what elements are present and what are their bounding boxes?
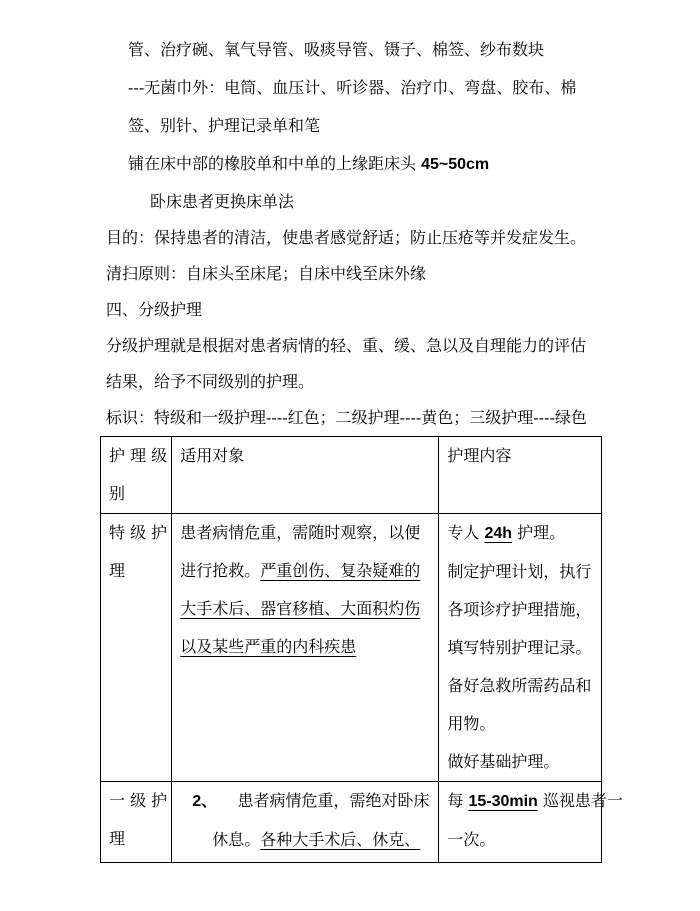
first-target-cell: 2、 患者病情危重，需绝对卧床 休息。各种大手术后、休克、 [172, 782, 439, 863]
special-content-cell: 专人 24h 护理。 制定护理计划，执行 各项诊疗护理措施， 填写特别护理记录。 备好急救所需药品和 用物。 做好基础护理。 [439, 514, 602, 782]
care-level-table [100, 436, 623, 863]
text-line-4-text: 铺在床中部的橡胶单和中单的上缘距床头 [128, 154, 422, 173]
table-row-first-care [101, 782, 602, 863]
text-line-4 [128, 154, 489, 175]
text-line-3: 签、别针、护理记录单和笔 [128, 116, 321, 135]
header-target-cell: 适用对象 [172, 437, 439, 514]
special-target-cell: 患者病情危重，需随时观察，以便 进行抢救。严重创伤、复杂疑难的 大手术后、器官移植、大面积灼伤 以及某些严重的内科疾患 [172, 514, 439, 782]
table-row-special-care [101, 514, 602, 782]
text-line-definition-1: 分级护理就是根据对患者病情的轻、重、缓、急以及自理能力的评估 [106, 336, 587, 355]
distance-value: 45~50cm [421, 156, 490, 173]
header-level-cell: 护 理 级 别 [101, 437, 172, 514]
section-heading-bedsheet: 卧床患者更换床单法 [150, 192, 295, 211]
text-line-color-legend: 标识：特级和一级护理----红色；二级护理----黄色；三级护理----绿色 [106, 408, 587, 427]
section-heading-care-levels: 四、分级护理 [106, 300, 203, 319]
text-line-1: 管、治疗碗、氧气导管、吸痰导管、镊子、棉签、纱布数块 [128, 40, 545, 59]
first-content-cell: 每 15-30min 巡视患者一 一次。 [439, 782, 602, 863]
text-line-cleaning-principle: 清扫原则：自床头至床尾；自床中线至床外缘 [106, 264, 427, 283]
first-level-cell: 一 级 护 理 [101, 782, 172, 863]
text-line-purpose: 目的：保持患者的清洁，使患者感觉舒适；防止压疮等并发症发生。 [106, 228, 587, 247]
text-line-definition-2: 结果，给予不同级别的护理。 [106, 372, 315, 391]
special-level-cell: 特 级 护 理 [101, 514, 172, 782]
text-line-2: ---无菌巾外：电筒、血压计、听诊器、治疗巾、弯盘、胶布、棉 [128, 78, 577, 97]
table-header-row [101, 437, 602, 514]
header-content-cell: 护理内容 [439, 437, 602, 514]
